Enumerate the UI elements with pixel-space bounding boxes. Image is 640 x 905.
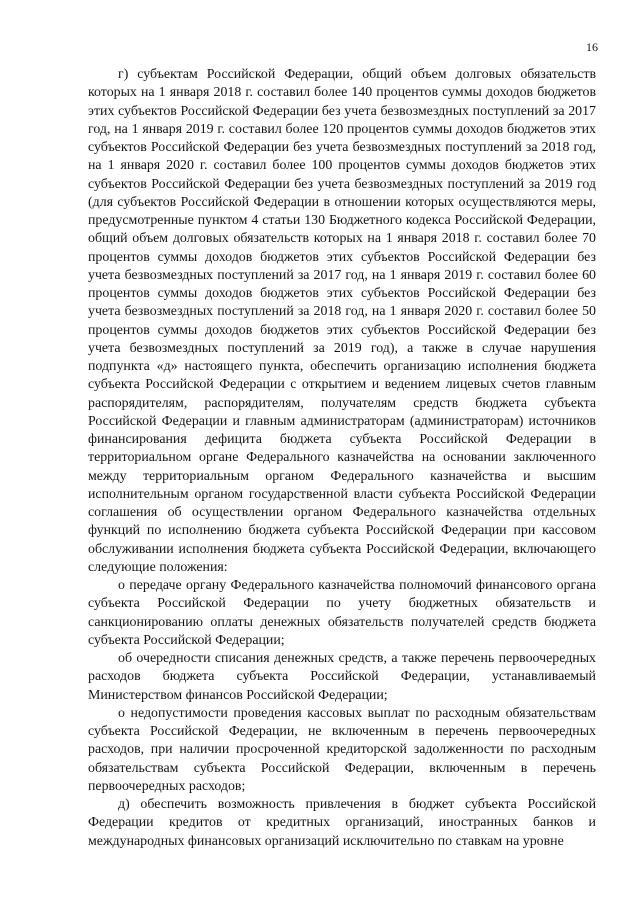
- page-number: 16: [586, 40, 598, 54]
- paragraph-g: г) субъектам Российской Федерации, общий объем долговых обязательств которых на 1 января 2018 г. составил более 140 процентов суммы доходов бюджетов этих субъектов Российской Федерации без учета безвозмездных поступлений за 2017 год, на 1 января 2019 г. составил более 120 процентов суммы доходов бюджетов этих субъектов Российской Федерации без учета безвозмездных поступлений за 2018 год, на 1 января 2020 г. составил более 100 процентов суммы доходов бюджетов этих субъектов Российской Федерации без учета безвозмездных поступлений за 2019 год (для субъектов Российской Федерации в отношении которых осуществляются меры, предусмотренные пунктом 4 статьи 130 Бюджетного кодекса Российской Федерации, общий объем долговых обязательств которых на 1 января 2018 г. составил более 70 процентов суммы доходов бюджетов этих субъектов Российской Федерации без учета безвозмездных поступлений за 2017 год, на 1 января 2019 г. составил более 60 процентов суммы доходов бюджетов этих субъектов Российской Федерации без учета безвозмездных поступлений за 2018 год, на 1 января 2020 г. составил более 50 процентов суммы доходов бюджетов этих субъектов Российской Федерации без учета безвозмездных поступлений за 2019 год), а также в случае нарушения подпункта «д» настоящего пункта, обеспечить организацию исполнения бюджета субъекта Российской Федерации с открытием и ведением лицевых счетов главным распорядителям, распорядителям, получателям средств бюджета субъекта Российской Федерации и главным администраторам (администраторам) источников финансирования дефицита бюджета субъекта Российской Федерации в территориальном органе Федерального казначейства на основании заключенного между территориальным органом Федерального казначейства и высшим исполнительным органом государственной власти субъекта Российской Федерации соглашения об осуществлении органом Федерального казначейства отдельных функций по исполнению бюджета субъекта Российской Федерации при кассовом обслуживании исполнения бюджета субъекта Российской Федерации, включающего следующие положения:: [88, 67, 596, 575]
- paragraph-inadmissibility: о недопустимости проведения кассовых выплат по расходным обязательствам субъекта Российской Федерации, не включенным в перечень первоочередных расходов, при наличии просроченной кредиторской задолженности по расходным обязательствам субъекта Российской Федерации, включенным в перечень первоочередных расходов;: [88, 705, 596, 794]
- document-body: [88, 66, 596, 851]
- paragraph-transfer-of-powers: о передаче органу Федерального казначейства полномочий финансового органа субъекта Российской Федерации по учету бюджетных обязательств и санкционированию оплаты денежных обязательств получателей средств бюджета субъекта Российской Федерации;: [88, 578, 596, 648]
- paragraph-write-off-order: об очередности списания денежных средств, а также перечень первоочередных расходов бюджета субъекта Российской Федерации, устанавливаемый Министерством финансов Российской Федерации;: [88, 651, 596, 703]
- paragraph-d: д) обеспечить возможность привлечения в бюджет субъекта Российской Федерации кредитов от кредитных организаций, иностранных банков и международных финансовых организаций исключительно по ставкам на уровне: [88, 797, 596, 849]
